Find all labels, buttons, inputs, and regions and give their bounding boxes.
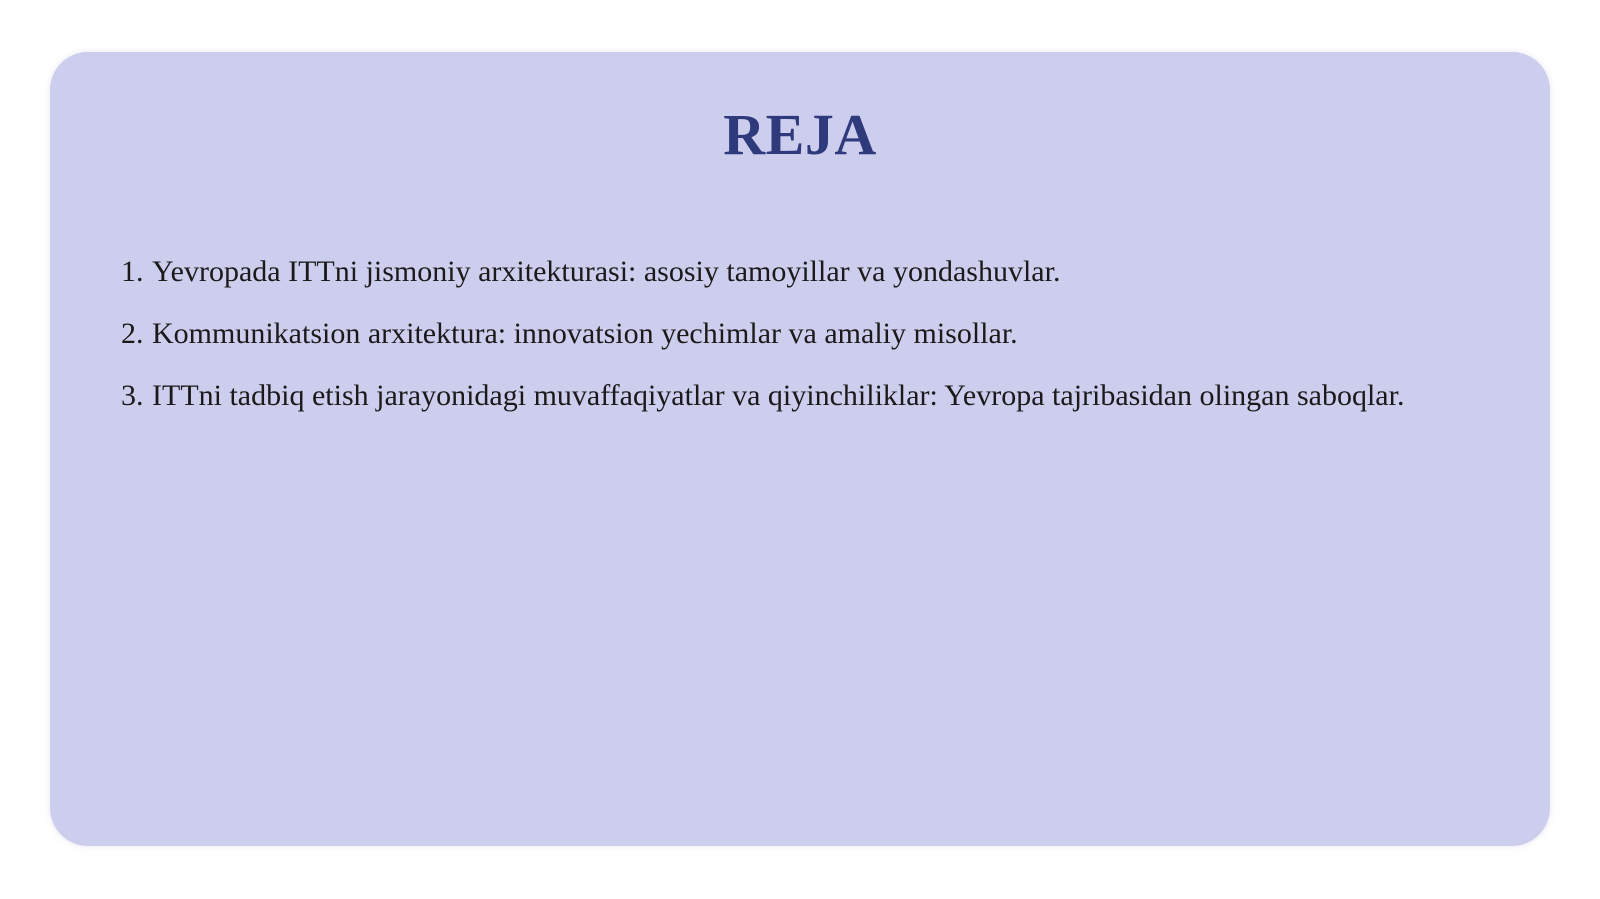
plan-list <box>121 249 1451 435</box>
plan-item-text: Kommunikatsion arxitektura: innovatsion yechimlar va amaliy misollar. <box>152 317 1018 350</box>
plan-item <box>121 311 1451 357</box>
plan-item <box>121 249 1451 295</box>
plan-item-text: Yevropada ITTni jismoniy arxitekturasi: asosiy tamoyillar va yondashuvlar. <box>152 255 1061 288</box>
slide-title: REJA <box>723 102 877 167</box>
plan-item-number: 3. <box>121 379 144 412</box>
plan-item-text: ITTni tadbiq etish jarayonidagi muvaffaqiyatlar va qiyinchiliklar: Yevropa tajribasidan olingan saboqlar. <box>152 379 1405 412</box>
plan-item-number: 2. <box>121 317 144 350</box>
content-panel <box>50 52 1550 846</box>
plan-item <box>121 373 1451 419</box>
plan-item-number: 1. <box>121 255 144 288</box>
